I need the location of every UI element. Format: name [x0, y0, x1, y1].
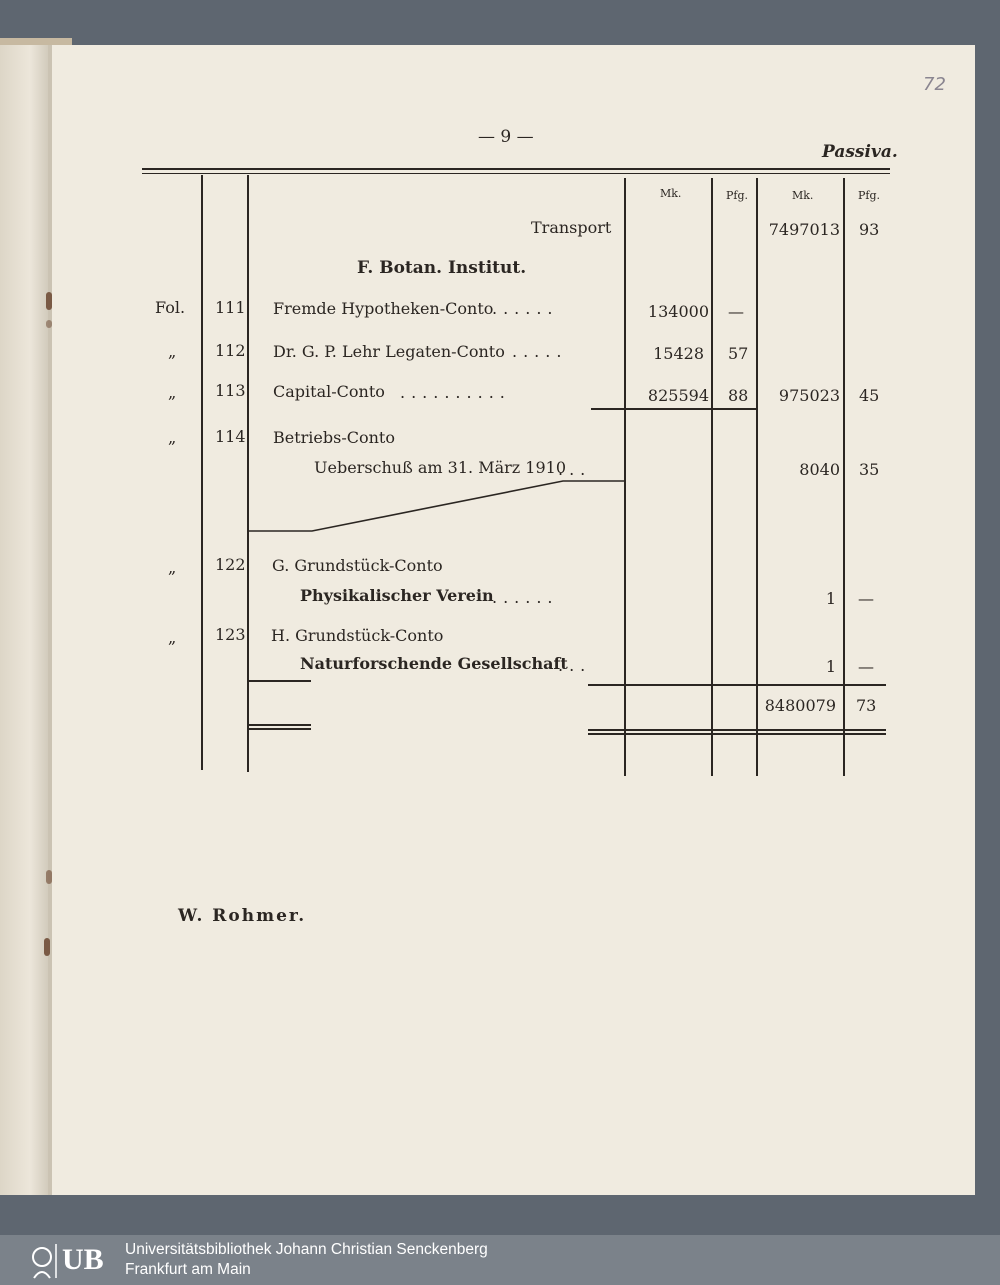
- account-label: Fremde Hypotheken-Conto: [273, 299, 494, 318]
- subtotal-pfg: 45: [859, 386, 880, 405]
- account-number: 123: [215, 625, 246, 644]
- account-sublabel: Naturforschende Gesellschaft: [300, 654, 568, 673]
- ditto-mark: „: [168, 628, 177, 647]
- header-mk: Mk.: [660, 187, 682, 200]
- amount-mk: 1: [825, 589, 836, 608]
- amount-pfg: —: [728, 302, 744, 321]
- account-number: 114: [215, 427, 246, 446]
- short-rule: [249, 680, 311, 682]
- double-rule: [249, 724, 311, 726]
- transport-label: Transport: [531, 218, 612, 237]
- section-title: Passiva.: [822, 142, 898, 162]
- account-number: 112: [215, 341, 246, 360]
- total-rule: [588, 684, 886, 686]
- account-number: 113: [215, 381, 246, 400]
- amount-mk: 8040: [799, 460, 840, 479]
- folio-number: 72: [923, 74, 946, 95]
- account-label: Betriebs-Conto: [273, 428, 395, 447]
- amount-pfg: 57: [728, 344, 749, 363]
- fol-label: Fol.: [155, 298, 186, 317]
- account-label: Capital-Conto: [273, 382, 385, 401]
- leader-dots: ...: [558, 460, 592, 479]
- account-number: 111: [215, 298, 246, 317]
- leader-dots: .....: [512, 342, 568, 361]
- section-heading: F. Botan. Institut.: [357, 258, 527, 278]
- leader-dots: ......: [492, 588, 559, 607]
- double-rule: [588, 733, 886, 735]
- grand-total-pfg: 73: [856, 696, 877, 715]
- signature: W. Rohmer.: [178, 906, 307, 926]
- leader-dots: ...: [558, 656, 592, 675]
- amount-mk: 1: [825, 657, 836, 676]
- header-mk: Mk.: [792, 189, 814, 202]
- ditto-mark: „: [168, 428, 177, 447]
- amount-mk: 825594: [647, 386, 709, 405]
- leader-dots: ..........: [400, 383, 511, 402]
- grand-total-mk: 8480079: [764, 696, 836, 715]
- amount-pfg: 88: [728, 386, 749, 405]
- library-city: Frankfurt am Main: [125, 1261, 251, 1278]
- amount-pfg: —: [858, 589, 874, 608]
- account-sublabel: Physikalischer Verein: [300, 586, 494, 605]
- header-pfg: Pfg.: [726, 189, 749, 202]
- account-label: Dr. G. P. Lehr Legaten-Conto: [273, 342, 505, 361]
- account-number: 122: [215, 555, 246, 574]
- amount-mk: 134000: [647, 302, 709, 321]
- ditto-mark: „: [168, 383, 177, 402]
- account-sublabel: Ueberschuß am 31. März 1910: [314, 458, 566, 477]
- header-pfg: Pfg.: [858, 189, 881, 202]
- double-rule: [249, 728, 311, 730]
- amount-mk: 15428: [653, 344, 704, 363]
- account-label: H. Grundstück-Conto: [271, 626, 444, 645]
- transport-pfg: 93: [859, 220, 880, 239]
- subtotal-mk: 975023: [778, 386, 840, 405]
- ditto-mark: „: [168, 342, 177, 361]
- double-rule: [588, 729, 886, 731]
- amount-pfg: —: [858, 657, 874, 676]
- ub-logo-text: UB: [62, 1243, 104, 1276]
- amount-pfg: 35: [859, 460, 880, 479]
- leader-dots: ......: [492, 299, 559, 318]
- page-number: — 9 —: [478, 127, 534, 147]
- ditto-mark: „: [168, 558, 177, 577]
- transport-mk: 7497013: [768, 220, 840, 239]
- account-label: G. Grundstück-Conto: [272, 556, 443, 575]
- library-name: Universitätsbibliothek Johann Christian Senckenberg: [125, 1241, 488, 1258]
